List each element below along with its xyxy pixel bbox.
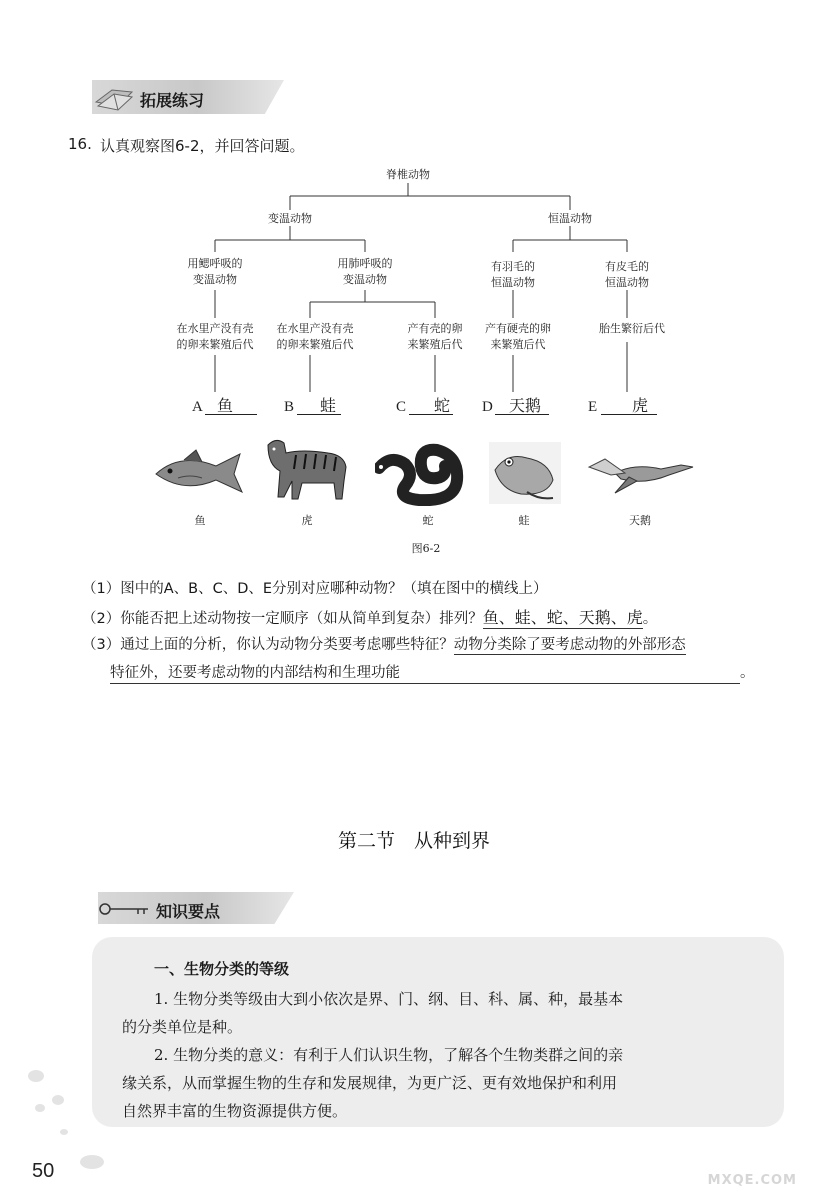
node-lung-breathing: 用肺呼吸的 变温动物	[337, 257, 393, 286]
letter-e: E	[588, 399, 598, 415]
answer-d: 天鹅	[508, 396, 541, 415]
node-gill-breathing: 用鳃呼吸的 变温动物	[187, 257, 243, 286]
banner-title-extension: 拓展练习	[140, 91, 205, 110]
answer-features-1: 动物分类除了要考虑动物的外部形态	[453, 637, 686, 653]
caption-fish: 鱼	[194, 514, 206, 527]
node-furred: 有皮毛的 恒温动物	[605, 260, 649, 289]
classification-tree	[0, 0, 815, 440]
node-leaf-a: 在水里产没有壳 的卵来繁殖后代	[176, 322, 254, 351]
fish-illustration	[150, 448, 246, 498]
snake-illustration	[375, 440, 475, 506]
knowledge-p2-line2: 缘关系，从而掌握生物的生存和发展规律，为更广泛、更有效地保护和利用	[122, 1074, 618, 1092]
key-icon	[98, 902, 150, 916]
node-warm-blooded: 恒温动物	[548, 212, 592, 225]
sub-question-2: （2）你能否把上述动物按一定顺序（如从简单到复杂）排列？鱼、蛙、蛇、天鹅、虎。	[82, 608, 658, 627]
node-feathered: 有羽毛的 恒温动物	[491, 260, 535, 289]
letter-a: A	[192, 399, 203, 415]
sub-question-1: （1）图中的A、B、C、D、E分别对应哪种动物？（填在图中的横线上）	[82, 581, 548, 597]
knowledge-p2-line1: 2. 生物分类的意义：有利于人们认识生物，了解各个生物类群之间的亲	[154, 1046, 624, 1064]
answer-c: 蛇	[433, 396, 450, 415]
knowledge-p1-line1: 1. 生物分类等级由大到小依次是界、门、纲、目、科、属、种，最基本	[154, 990, 624, 1008]
node-vertebrate: 脊椎动物	[386, 168, 430, 181]
banner-title-key-points: 知识要点	[156, 902, 221, 921]
caption-swan: 天鹅	[629, 514, 651, 527]
answer-e: 虎	[631, 396, 648, 415]
node-cold-blooded: 变温动物	[268, 212, 312, 225]
letter-d: D	[482, 399, 493, 415]
knowledge-p1-line2: 的分类单位是种。	[122, 1018, 243, 1036]
answer-order: 鱼、蛙、蛇、天鹅、虎	[482, 608, 643, 627]
caption-tiger: 虎	[301, 514, 313, 527]
letter-b: B	[284, 399, 295, 415]
caption-snake: 蛇	[422, 514, 434, 527]
caption-frog: 蛙	[518, 514, 530, 527]
tiger-illustration	[262, 435, 352, 503]
knowledge-heading: 一、生物分类的等级	[154, 960, 290, 978]
node-leaf-e: 胎生繁衍后代	[599, 322, 665, 335]
answer-b: 蛙	[319, 396, 336, 415]
sub-question-3-cont: 特征外，还要考虑动物的内部结构和生理功能 。	[110, 661, 755, 684]
figure-caption: 图6-2	[411, 542, 441, 555]
answer-features-2: 特征外，还要考虑动物的内部结构和生理功能	[110, 661, 740, 684]
watermark: MXQE.COM	[707, 1173, 797, 1188]
question-number: 16.	[68, 135, 92, 153]
knowledge-p2-line3: 自然界丰富的生物资源提供方便。	[122, 1102, 348, 1120]
swan-illustration	[585, 445, 695, 497]
node-leaf-d: 产有硬壳的卵 来繁殖后代	[485, 322, 551, 351]
node-leaf-b: 在水里产没有壳 的卵来繁殖后代	[276, 322, 354, 351]
letter-c: C	[396, 399, 407, 415]
answer-a: 鱼	[216, 396, 233, 415]
sub-question-3: （3）通过上面的分析，你认为动物分类要考虑哪些特征？动物分类除了要考虑动物的外部形态	[82, 637, 686, 653]
section-heading: 第二节 从种到界	[338, 830, 491, 852]
frog-illustration	[487, 440, 563, 506]
node-leaf-c: 产有壳的卵 来繁殖后代	[407, 322, 463, 351]
page-number: 50	[32, 1160, 55, 1182]
question-stem: 认真观察图6-2，并回答问题。	[100, 137, 305, 155]
